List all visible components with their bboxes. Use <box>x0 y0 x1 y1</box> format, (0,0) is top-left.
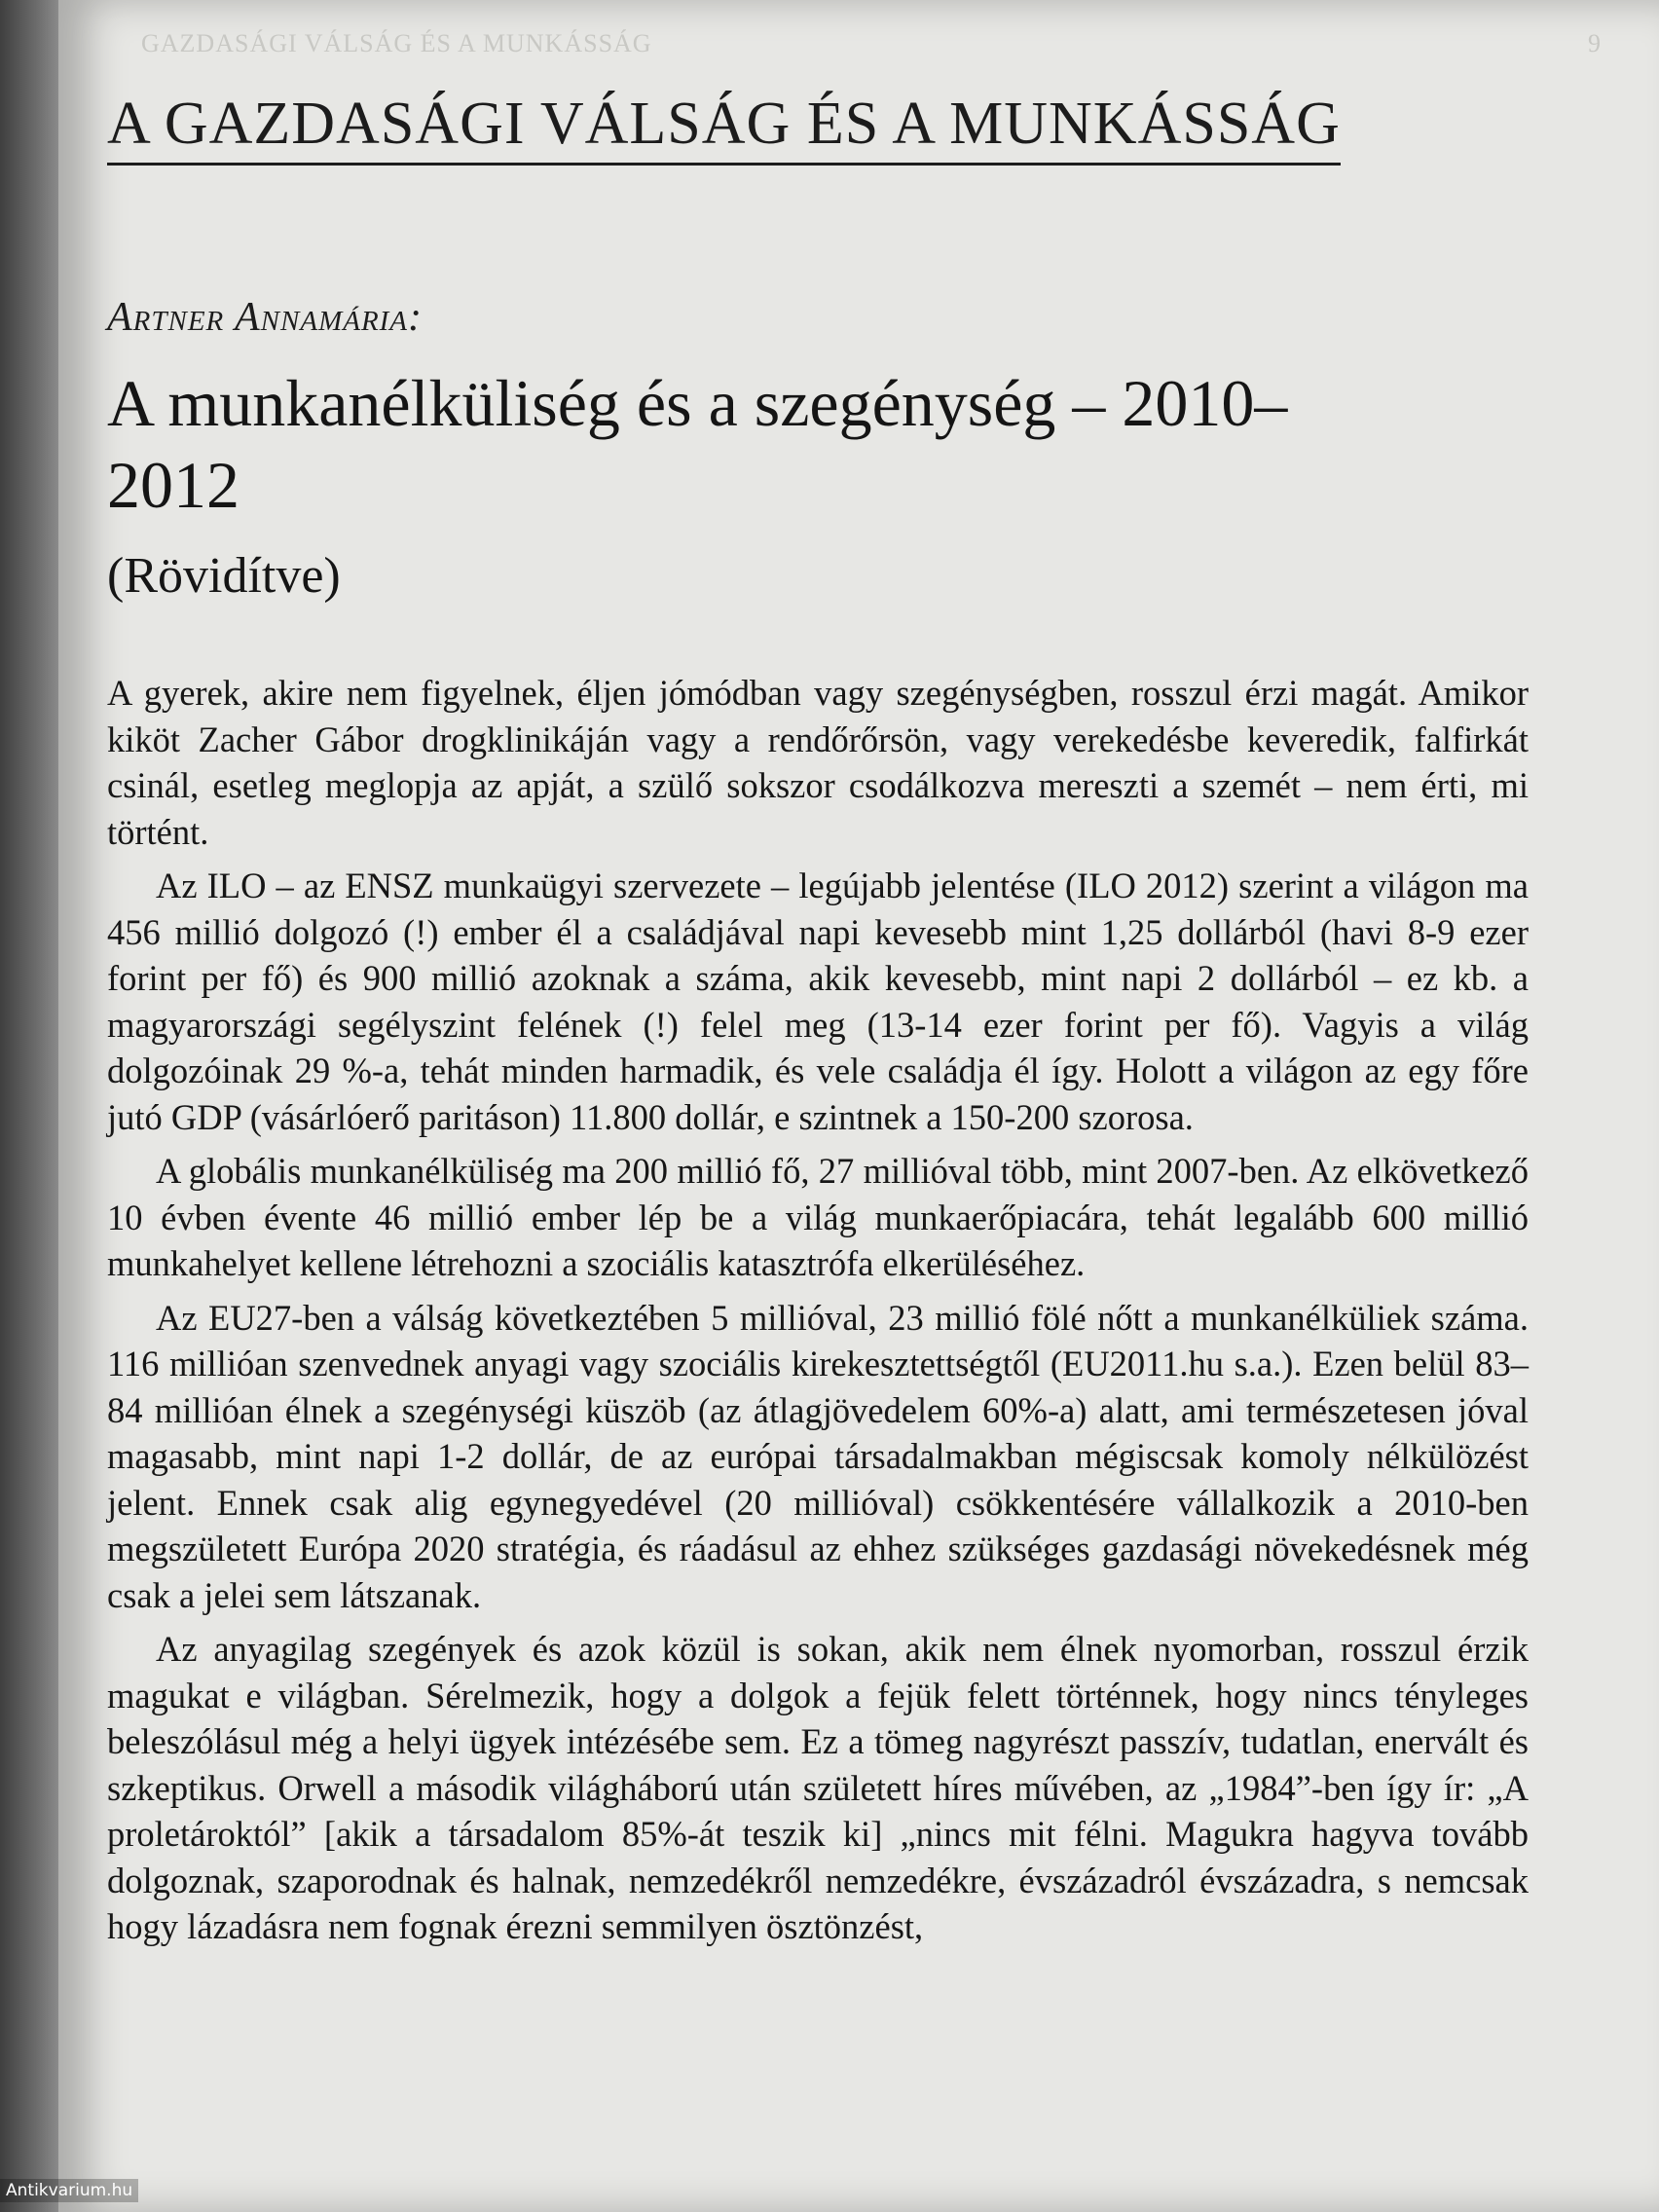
article-title: A munkanélküliség és a szegénység – 2010–2012 <box>107 366 1288 522</box>
article-body <box>107 670 1529 1958</box>
watermark: Antikvarium.hu <box>0 2179 138 2202</box>
section-title: A GAZDASÁGI VÁLSÁG ÉS A MUNKÁSSÁG <box>107 90 1341 166</box>
page-number: 9 <box>1588 29 1602 57</box>
paragraph-1: A gyerek, akire nem figyelnek, éljen jómódban vagy szegénységben, rosszul érzi magát. Amikor kiköt Zacher Gábor drogklinikáján vagy a rendőrőrsön, vagy verekedésbe keveredik, falfirkát csinál, esetleg meglopja az apját, a szülő sokszor csodálkozva mereszti a szemét – nem érti, mi történt. <box>107 673 1529 852</box>
book-spine-edge <box>0 0 58 2212</box>
paragraph-3: A globális munkanélküliség ma 200 millió fő, 27 millióval több, mint 2007-ben. Az elkövetkező 10 évben évente 46 millió ember lép be a világ munkaerőpiacára, tehát legalább 600 millió munkahelyet kellene létrehozni a szociális katasztrófa elkerüléséhez. <box>107 1151 1529 1283</box>
author: Artner Annamária: <box>107 295 424 340</box>
paragraph-2: Az ILO – az ENSZ munkaügyi szervezete – legújabb jelentése (ILO 2012) szerint a világon ma 456 millió dolgozó (!) ember él a családjával napi kevesebb mint 1,25 dollárból (havi 8-9 ezer forint per fő) és 900 millió azoknak a száma, akik kevesebb, mint napi 2 dollárból – ez kb. a magyarországi segélyszint felének (!) felel meg (13-14 ezer forint per fő). Vagyis a világ dolgozóinak 29 %-a, tehát minden harmadik, és vele családja él így. Holott a világon az egy főre jutó GDP (vásárlóerő paritáson) 11.800 dollár, e szintnek a 150-200 szorosa. <box>107 866 1529 1137</box>
paragraph-5: Az anyagilag szegények és azok közül is sokan, akik nem élnek nyomorban, rosszul érzik magukat e világban. Sérelmezik, hogy a dolgok a fejük felett történnek, hogy nincs tényleges beleszólásul még a helyi ügyek intézésébe sem. Ez a tömeg nagyrészt passzív, tudatlan, enervált és szkeptikus. Orwell a második világháború után született híres művében, az „1984”-ben így ír: „A proletároktól” [akik a társadalom 85%-át teszik ki] „nincs mit félni. Magukra hagyva tovább dolgoznak, szaporodnak és halnak, nemzedékről nemzedékre, évszázadról évszázadra, s nemcsak hogy lázadásra nem fognak érezni semmilyen ösztönzést, <box>107 1629 1529 1946</box>
article-subtitle: (Rövidítve) <box>107 548 341 604</box>
running-head-text: GAZDASÁGI VÁLSÁG ÉS A MUNKÁSSÁG <box>141 29 652 57</box>
paragraph-4: Az EU27-ben a válság következtében 5 millióval, 23 millió fölé nőtt a munkanélküliek száma. 116 millióan szenvednek anyagi vagy szociális kirekesztettségtől (EU2011.hu s.a.). Ezen belül 83–84 millióan élnek a szegénységi küszöb (az átlagjövedelem 60%-a) alatt, ami természetesen jóval magasabb, mint napi 1-2 dollár, de az európai társadalmakban mégiscsak komoly nélkülözést jelent. Ennek csak alig egynegyedével (20 millióval) csökkentésére vállalkozik a 2010-ben megszületett Európa 2020 stratégia, és ráadásul az ehhez szükséges gazdasági növekedésnek még csak a jelei sem látszanak. <box>107 1297 1529 1615</box>
running-head <box>141 29 1602 58</box>
